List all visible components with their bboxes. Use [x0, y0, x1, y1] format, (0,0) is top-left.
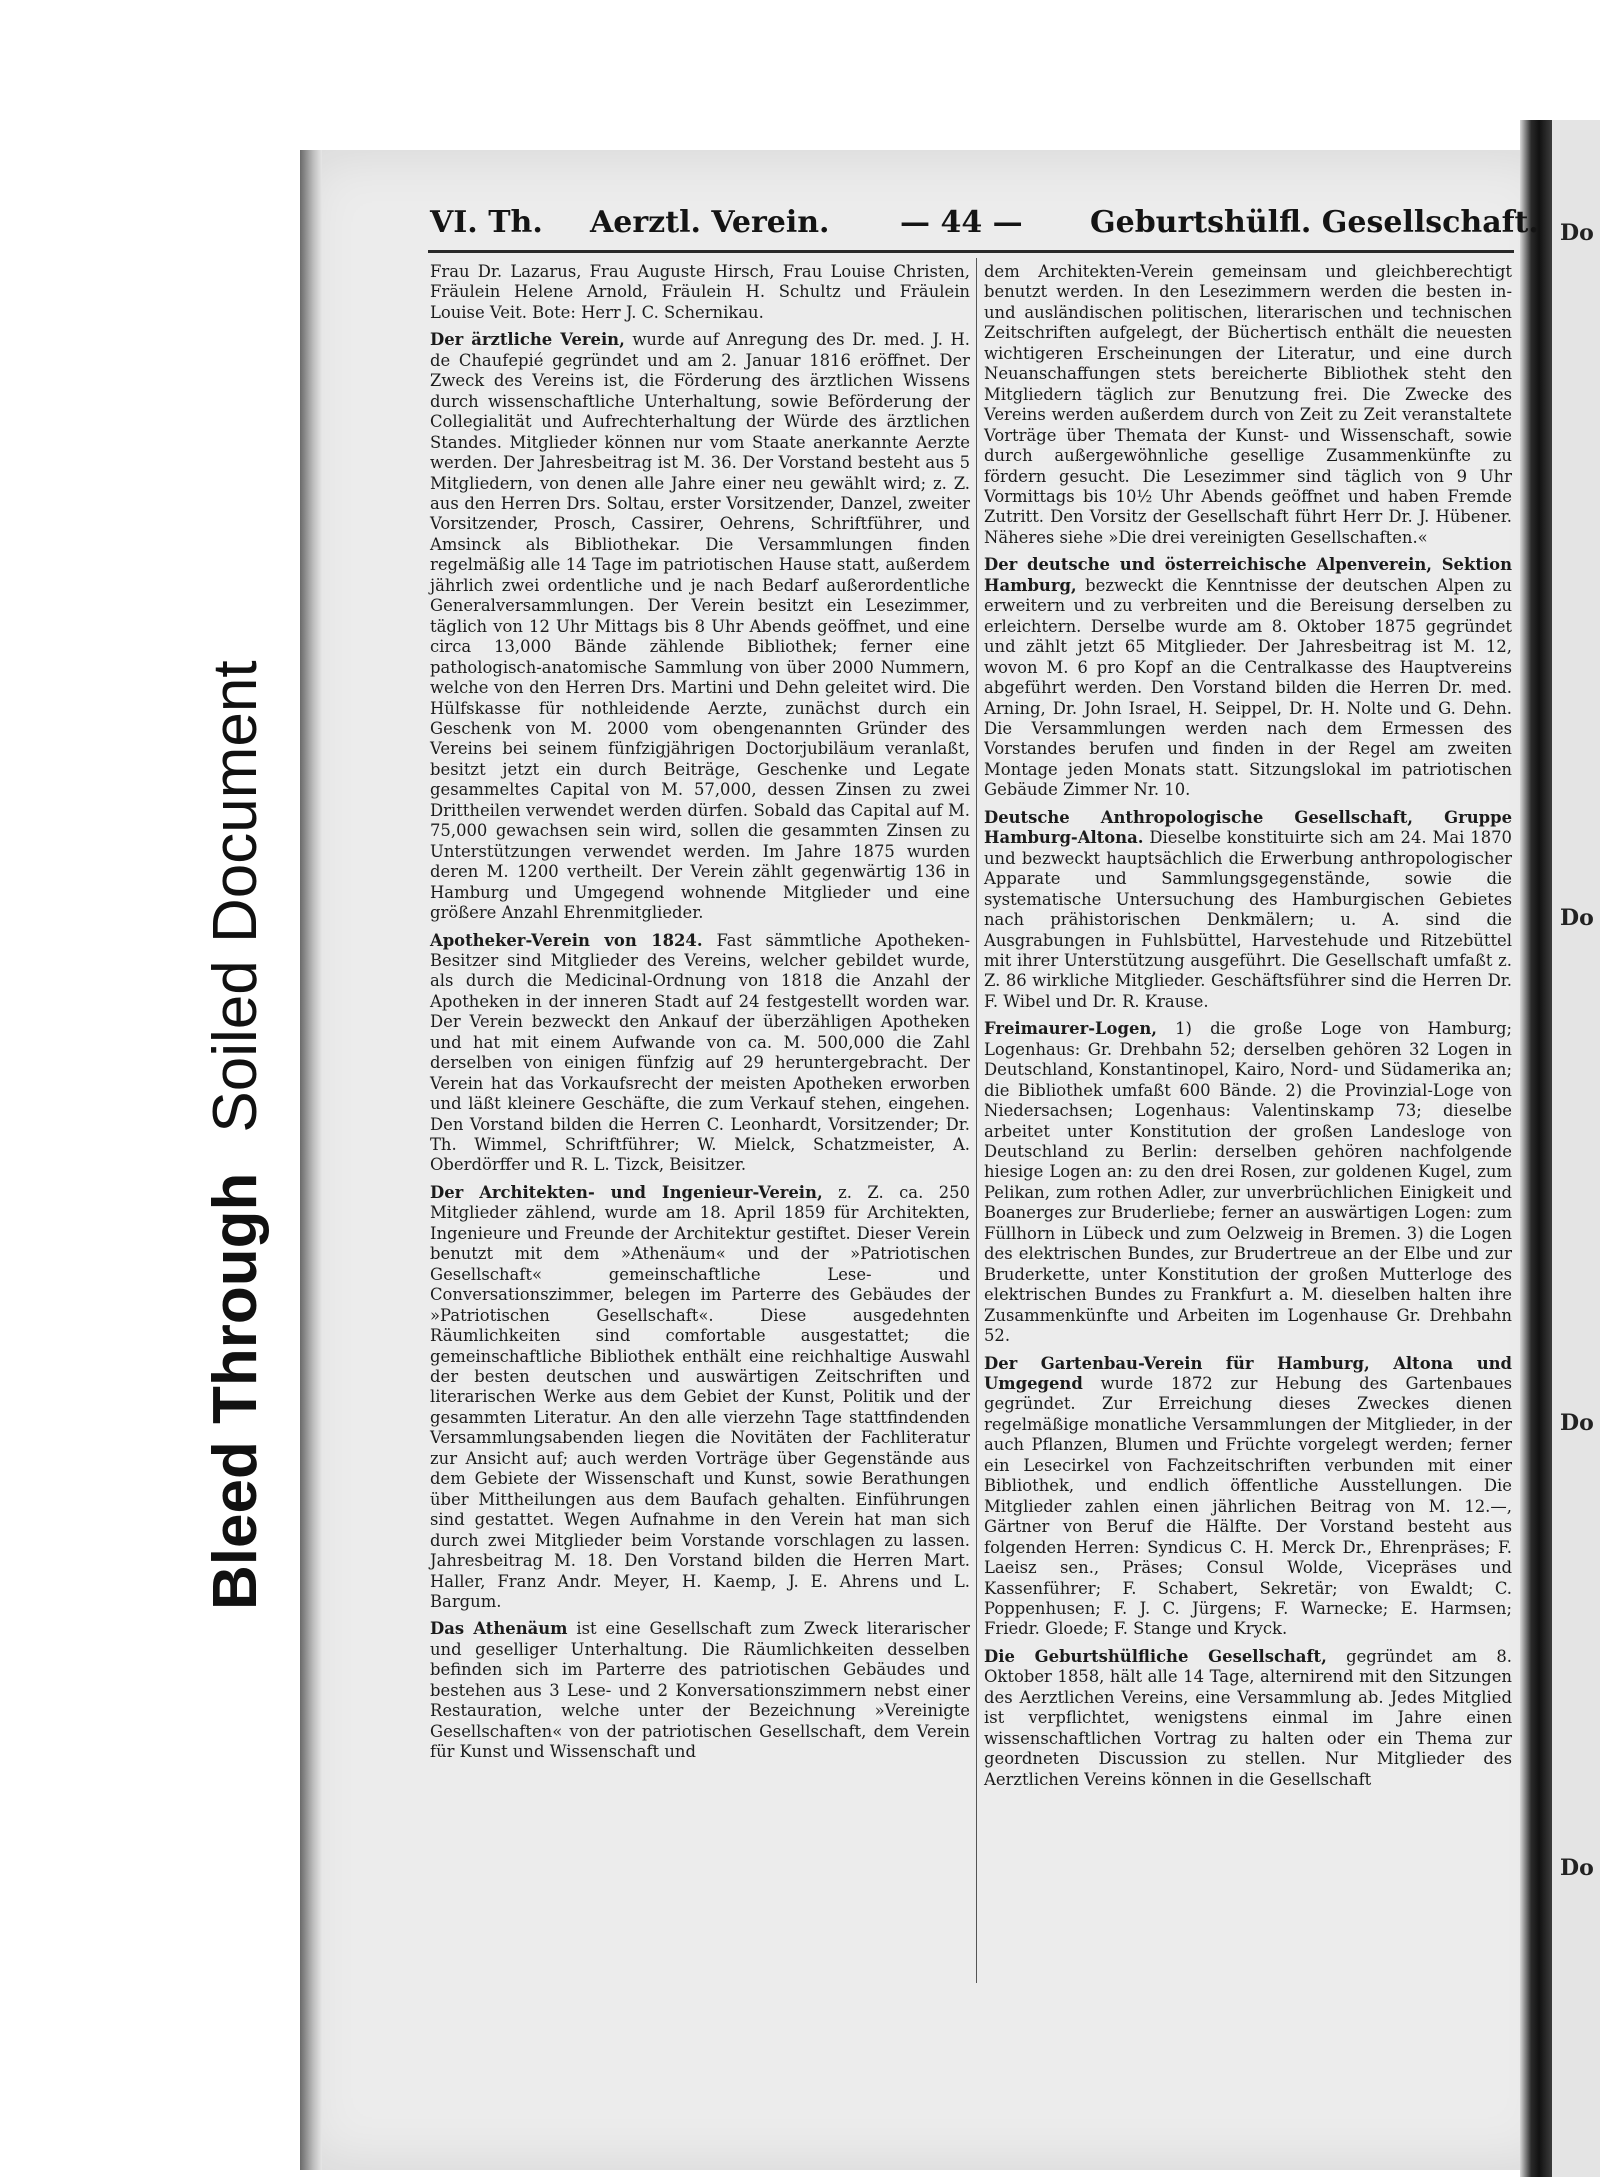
- page-number: — 44 —: [900, 205, 1023, 240]
- entry-text: bezweckt die Kenntnisse der deutschen Alpen zu erweitern und zu verbreiten und die Bereisung derselben zu erleichtern. Derselbe wurde am 8. Oktober 1875 gegründet und zählt jetzt 65 Mitglieder. Der Jahresbeitrag ist M. 12, wovon M. 6 pro Kopf an die Centralkasse des Hauptvereins abgeführt werden. Den Vorstand bilden die Herren Dr. med. Arning, Dr. John Israel, H. Seippel, Dr. H. Nolte und G. Dehn. Die Versammlungen werden nach dem Ermessen des Vorstandes berufen und finden in der Regel am zweiten Montage jeden Monats statt. Sitzungslokal im patriotischen Gebäude Zimmer Nr. 10.: [984, 575, 1512, 800]
- next-page-fragment: Do: [1560, 1410, 1594, 1436]
- entry-continuation: dem Architekten-Verein gemeinsam und gleichberechtigt benutzt werden. In den Lesezimmern werden die besten in- und ausländischen politischen, literarischen und technischen Zeitschriften aufgelegt, der Büchertisch enthält die neuesten wichtigeren Erscheinungen der Literatur, und eine durch Neuanschaffungen stets bereicherte Bibliothek steht den Mitgliedern täglich zur Benutzung frei. Die Zwecke des Vereins werden außerdem durch von Zeit zu Zeit veranstaltete Vorträge über Themata der Kunst- und Wissenschaft, sowie durch außergewöhnliche gesellige Zusammenkünfte zu fördern gesucht. Die Lesezimmer sind täglich von 9 Uhr Vormittags bis 10½ Uhr Abends geöffnet und haben Fremde Zutritt. Den Vorsitz der Gesellschaft führt Herr Dr. J. Hübener. Näheres siehe »Die drei vereinigten Gesellschaften.«: [984, 262, 1512, 547]
- next-page-fragment: Do: [1560, 220, 1594, 246]
- stamp-bleed-through: Bleed Through: [201, 1172, 270, 1610]
- entry-aerztlicher-verein: [430, 330, 970, 923]
- entry-anthropologische-gesellschaft: [984, 808, 1512, 1013]
- header-right-title: Geburtshülfl. Gesellschaft.: [1090, 205, 1539, 240]
- entry-title: Freimaurer-Logen,: [984, 1019, 1157, 1039]
- entry-text: wurde 1872 zur Hebung des Gartenbaues gegründet. Zur Erreichung dieses Zweckes dienen regelmäßige monatliche Versammlungen der Mitglieder, in der auch Pflanzen, Blumen und Früchte vorgelegt werden; ferner ein Lesecirkel von Fachzeitschriften verbunden mit einer Bibliothek, und endlich öffentliche Ausstellungen. Die Mitglieder zahlen einen jährlichen Beitrag von M. 12.—, Gärtner von Beruf die Hälfte. Der Vorstand besteht aus folgenden Herren: Syndicus C. H. Merck Dr., Ehrenpräses; F. Laeisz sen., Präses; Consul Wolde, Vicepräses und Kassenführer; F. Schabert, Sekretär; von Ewaldt; C. Poppenhusen; F. J. C. Jürgens; F. Warnecke; E. Harmsen; Friedr. Gloede; F. Stange und Kryck.: [984, 1374, 1512, 1639]
- entry-freimaurer-logen: [984, 1019, 1512, 1346]
- entry-geburtshuelfliche-gesellschaft: [984, 1647, 1512, 1790]
- entry-text: wurde auf Anregung des Dr. med. J. H. de Chaufepié gegründet und am 2. Januar 1816 eröffnet. Der Zweck des Vereins ist, die Förderung des ärztlichen Wissens durch wissenschaftliche Unterhaltung, sowie Beförderung der Collegialität und Aufrechterhaltung der Würde des ärztlichen Standes. Mitglieder können nur vom Staate anerkannte Aerzte werden. Der Jahresbeitrag ist M. 36. Der Vorstand besteht aus 5 Mitgliedern, von denen alle Jahre einer neu gewählt wird; z. Z. aus den Herren Drs. Soltau, erster Vorsitzender, Danzel, zweiter Vorsitzender, Prosch, Cassirer, Oehrens, Schriftführer, und Amsinck als Bibliothekar. Die Versammlungen finden regelmäßig alle 14 Tage im patriotischen Hause statt, außerdem jährlich zwei ordentliche und je nach Bedarf außerordentliche Generalversammlungen. Der Verein besitzt ein Lesezimmer, täglich von 12 Uhr Mittags bis 8 Uhr Abends geöffnet, und eine circa 13,000 Bände zählende Bibliothek; ferner eine pathologisch-anatomische Sammlung von über 2000 Nummern, welche von den Herren Drs. Martini und Dehn geleitet wird. Die Hülfskasse für nothleidende Aerzte, zunächst durch ein Geschenk von M. 2000 vom obengenannten Gründer des Vereins bei seinem fünfzigjährigen Doctorjubiläum veranlaßt, besitzt jetzt ein durch Beiträge, Geschenke und Legate gesammeltes Capital von M. 57,000, dessen Zinsen zu zwei Drittheilen verwendet werden dürfen. Sobald das Capital auf M. 75,000 gewachsen sein wird, sollen die gesammten Zinsen zu Unterstützungen verwendet werden. Im Jahre 1875 wurden deren M. 1200 vertheilt. Der Verein zählt gegenwärtig 136 in Hamburg und Umgegend wohnende Mitglieder und eine größere Anzahl Ehrenmitglieder.: [430, 330, 970, 923]
- entry-title: Das Athenäum: [430, 1619, 568, 1639]
- entry-text: gegründet am 8. Oktober 1858, hält alle 14 Tage, alternirend mit den Sitzungen des Aerztlichen Vereins, eine Versammlung ab. Jedes Mitglied ist verpflichtet, wenigstens einmal im Jahre einen wissenschaftlichen Vortrag zu halten oder ein Thema zur geordneten Discussion zu stellen. Nur Mitglieder des Aerztlichen Vereins können in die Gesellschaft: [984, 1646, 1512, 1789]
- entry-text: z. Z. ca. 250 Mitglieder zählend, wurde am 18. April 1859 für Architekten, Ingenieure und Freunde der Architektur gestiftet. Dieser Verein benutzt mit dem »Athenäum« und der »Patriotischen Gesellschaft« gemeinschaftliche Lese- und Conversationszimmer, belegen im Parterre des Gebäudes der »Patriotischen Gesellschaft«. Diese ausgedehnten Räumlichkeiten sind comfortable ausgestattet; die gemeinschaftliche Bibliothek enthält eine reichhaltige Auswahl der besten deutschen und auswärtigen Zeitschriften und literarischen Werke aus dem Gebiet der Kunst, Politik und der gesammten Literatur. An den alle vierzehn Tage stattfindenden Versammlungsabenden liegen die Novitäten der Fachliteratur zur Ansicht auf; auch werden Vorträge über Gegenstände aus dem Gebiete der Wissenschaft und Kunst, sowie Berathungen über Mittheilungen aus dem Baufach gehalten. Einführungen sind gestattet. Wegen Aufnahme in den Verein hat man sich durch zwei Mitglieder beim Vorstande vorschlagen zu lassen. Jahresbeitrag M. 18. Den Vorstand bilden die Herren Mart. Haller, Franz Andr. Meyer, H. Kaemp, J. E. Ahrens und L. Bargum.: [430, 1182, 970, 1611]
- right-column: [984, 262, 1512, 1797]
- entry-gartenbau-verein: [984, 1354, 1512, 1640]
- left-column: [430, 262, 970, 1770]
- next-page-edge: [1552, 120, 1600, 2177]
- entry-title: Der ärztliche Verein,: [430, 330, 625, 350]
- next-page-fragment: Do: [1560, 905, 1594, 931]
- page-edge-shadow: [300, 150, 322, 2170]
- header-left-title: Aerztl. Verein.: [590, 205, 830, 240]
- entry-text: Fast sämmtliche Apotheken-Besitzer sind Mitglieder des Vereins, welcher gebildet wurde, als durch die Medicinal-Ordnung von 1818 die Anzahl der Apotheken in der inneren Stadt auf 24 festgestellt worden war. Der Verein bezweckt den Ankauf der überzähligen Apotheken und hat mit einem Aufwande von ca. M. 500,000 die Zahl derselben von einigen fünfzig auf 29 heruntergebracht. Der Verein hat das Vorkaufsrecht der meisten Apotheken erworben und läßt kleinere Geschäfte, die zum Verkauf stehen, eingehen. Den Vorstand bilden die Herren C. Leonhardt, Vorsitzender; Dr. Th. Wimmel, Schriftführer; W. Mielck, Schatzmeister, A. Oberdörffer und R. L. Tizck, Beisitzer.: [430, 930, 970, 1175]
- entry-text: 1) die große Loge von Hamburg; Logenhaus: Gr. Drehbahn 52; derselben gehören 32 Logen in Deutschland, Konstantinopel, Kairo, Nord- und Südamerika an; die Bibliothek umfaßt 600 Bände. 2) die Provinzial-Loge von Niedersachsen; Logenhaus: Valentinskamp 73; dieselbe arbeitet unter Konstitution der großen Landesloge von Deutschland zu Berlin: derselben gehören nachfolgende hiesige Logen an: zu den drei Rosen, zur goldenen Kugel, zum Pelikan, zum rothen Adler, zur unverbrüchlichen Einigkeit und Boanerges zur Bruderliebe; ferner an auswärtigen Logen: zum Füllhorn in Lübeck und zum Oelzweig in Bremen. 3) die Logen des elektrischen Bundes, zur Brudertreue an der Elbe und zur Bruderkette, unter Konstitution der großen Mutterloge des elektrischen Bundes zu Frankfurt a. M. dieselben halten ihre Zusammenkünfte und Arbeiten im Logenhause Gr. Drehbahn 52.: [984, 1019, 1512, 1346]
- entry-title: Der deutsche und österreichische Alpenverein, Sektion Hamburg,: [984, 555, 1512, 595]
- entry-title: Apotheker-Verein von 1824.: [430, 930, 703, 950]
- entry-alpenverein: [984, 555, 1512, 800]
- entry-athenaeum: [430, 1619, 970, 1762]
- entry-title: Die Geburtshülfliche Gesellschaft,: [984, 1646, 1327, 1666]
- entry-apotheker-verein: [430, 931, 970, 1176]
- entry-title: Der Gartenbau-Verein für Hamburg, Altona und Umgegend: [984, 1353, 1512, 1394]
- next-page-fragment: Do: [1560, 1855, 1594, 1881]
- header-part: VI. Th.: [430, 205, 543, 240]
- entry-continuation: Frau Dr. Lazarus, Frau Auguste Hirsch, Frau Louise Christen, Fräulein Helene Arnold, Fräulein H. Schultz und Fräulein Louise Veit. Bote: Herr J. C. Schernikau.: [430, 262, 970, 322]
- entry-text: ist eine Gesellschaft zum Zweck literarischer und geselliger Unterhaltung. Die Räumlichkeiten desselben befinden sich im Parterre des patriotischen Gebäudes und bestehen aus 3 Lese- und 2 Konversationszimmern nebst einer Restauration, welche unter der Bezeichnung »Vereinigte Gesellschaften« von der patriotischen Gesellschaft, dem Verein für Kunst und Wissenschaft und: [430, 1619, 970, 1762]
- entry-text: Dieselbe konstituirte sich am 24. Mai 1870 und bezweckt hauptsächlich die Erwerbung anthropologischer Apparate und Sammlungsgegenstände, sowie die systematische Untersuchung des Hamburgischen Gebietes nach prähistorischen Denkmälern; u. A. sind die Ausgrabungen in Fuhlsbüttel, Harvestehude und Ritzebüttel mit ihrer Unterstützung ausgeführt. Die Gesellschaft umfaßt z. Z. 86 wirkliche Mitglieder. Geschäftsführer sind die Herren Dr. F. Wibel und Dr. R. Krause.: [984, 828, 1512, 1011]
- entry-title: Deutsche Anthropologische Gesellschaft, Gruppe Hamburg-Altona.: [984, 807, 1512, 848]
- running-header: [430, 205, 1539, 249]
- column-divider: [976, 258, 977, 1983]
- entry-title: Der Architekten- und Ingenieur-Verein,: [430, 1182, 823, 1202]
- stamp-soiled-document: Soiled Document: [201, 660, 270, 1133]
- header-rule: [428, 250, 1514, 253]
- book-gutter: [1520, 120, 1552, 2177]
- entry-architekten-verein: [430, 1183, 970, 1613]
